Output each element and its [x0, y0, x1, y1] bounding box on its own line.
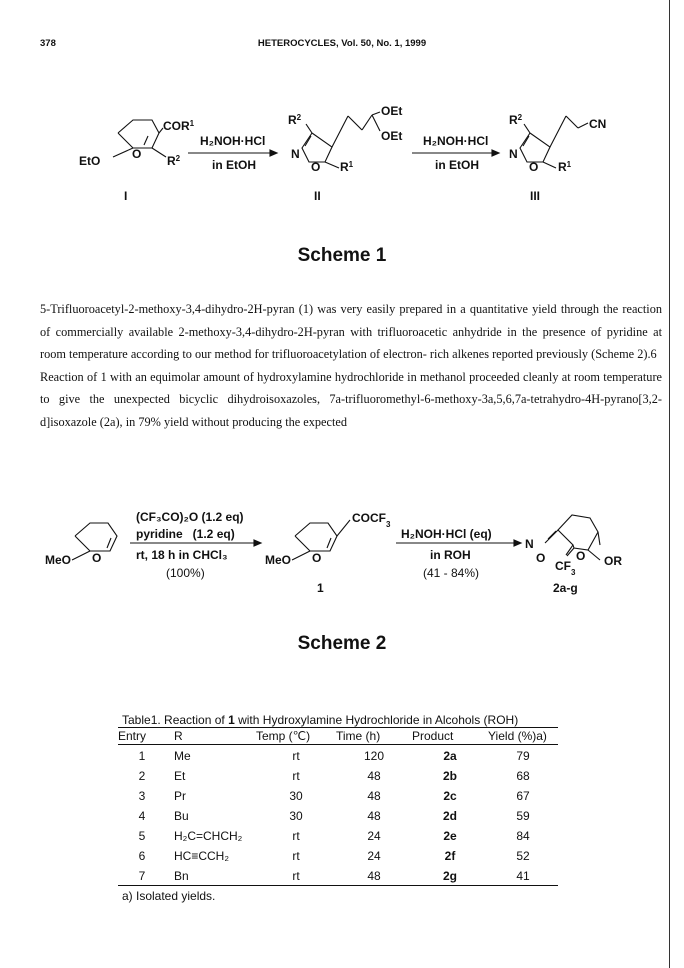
cell-r: HC≡CCH₂ [174, 848, 229, 863]
svg-text:EtO: EtO [79, 154, 101, 168]
cell-r: Et [174, 768, 186, 783]
table-row [118, 785, 558, 805]
svg-text:OEt: OEt [381, 129, 403, 143]
cell-yield: 68 [516, 768, 530, 783]
cell-r: Bn [166, 865, 256, 886]
cell-entry: 6 [138, 848, 146, 863]
svg-text:COR1: COR$^1$ [163, 118, 195, 133]
scheme2-condition-c: in ROH [430, 548, 471, 562]
cell-temp: 30 [289, 808, 303, 823]
cell-yield: 67 [516, 788, 530, 803]
svg-text:OR: OR [604, 554, 622, 568]
cell-r: Me [174, 748, 191, 763]
compound-label-2a-g: 2a-g [553, 581, 578, 595]
header-yield: Yield (%)a) [488, 728, 558, 745]
running-header: HETEROCYCLES, Vol. 50, No. 1, 1999 [257, 38, 427, 49]
cell-temp: rt [292, 768, 300, 783]
cell-yield: 52 [516, 848, 530, 863]
svg-text:OEt: OEt [381, 104, 403, 118]
table-row [118, 825, 558, 845]
cell-entry: 1 [138, 748, 146, 763]
scheme1-condition-2: in EtOH [435, 158, 479, 172]
svg-text:CN: CN [589, 117, 607, 131]
cell-product: 2e [443, 828, 457, 843]
cell-time: 48 [367, 768, 381, 783]
cell-time: 120 [363, 748, 385, 763]
scheme2-reagent-b: pyridine (1.2 eq) [136, 527, 235, 541]
cell-product: 2b [442, 768, 457, 783]
cell-entry: 2 [138, 768, 146, 783]
cell-yield: 41 [488, 865, 558, 886]
cell-time: 48 [367, 788, 381, 803]
cell-product: 2f [444, 848, 456, 863]
scheme-1-title: Scheme 1 [297, 245, 387, 266]
cell-yield: 79 [516, 748, 530, 763]
cell-product: 2d [442, 808, 457, 823]
cell-entry: 7 [118, 865, 166, 886]
header-r: R [166, 728, 256, 745]
header-time: Time (h) [336, 728, 412, 745]
results-table [118, 727, 558, 886]
compound-label-I: I [124, 189, 128, 203]
cell-r: H₂C=CHCH₂ [174, 828, 243, 843]
scheme2-yield-c: (41 - 84%) [423, 566, 480, 580]
cell-temp: rt [292, 748, 300, 763]
scheme-1-graphic [0, 85, 684, 215]
cell-r: Pr [174, 788, 186, 803]
svg-text:MeO: MeO [45, 553, 72, 567]
scheme1-condition-1: in EtOH [212, 158, 256, 172]
cell-entry: 5 [138, 828, 146, 843]
cell-yield: 84 [516, 828, 530, 843]
svg-text:R1: $R^1$ [340, 159, 354, 174]
cell-time: 48 [367, 808, 381, 823]
table-row [118, 845, 558, 865]
scheme1-reagent-2: H₂NOH·HCl [423, 134, 489, 148]
scheme-2-graphic [0, 500, 684, 610]
svg-text:O: O [132, 147, 142, 161]
table-footnote: a) Isolated yields. [122, 889, 216, 903]
paragraph-1: 5-Trifluoroacetyl-2-methoxy-3,4-dihydro-2H-pyran (1) was very easily prepared in a quantitative yield through the reaction of commercially available 2-methoxy-3,4-dihydro-2H-pyran with trifluoroacetic anhydride in the presence of pyridine at room temperature according to our method for trifluoroacetylation of electron- rich alkenes reported previously (Scheme 2).6 [40, 302, 662, 361]
cell-temp: rt [256, 865, 336, 886]
svg-text:O: O [312, 551, 322, 565]
compound-label-III: III [530, 189, 541, 203]
table-row [118, 865, 558, 886]
scheme1-reagent-1: H₂NOH·HCl [200, 134, 266, 148]
body-text [40, 298, 662, 433]
svg-text:R2: $R^2$ [509, 112, 523, 127]
table-row [118, 765, 558, 785]
cell-r: Bu [174, 808, 189, 823]
scheme2-reagent-a: (CF₃CO)₂O (1.2 eq) [136, 510, 244, 524]
cell-temp: rt [292, 828, 300, 843]
cell-temp: 30 [289, 788, 303, 803]
table-row [118, 805, 558, 825]
cell-entry: 4 [138, 808, 146, 823]
svg-text:N: N [291, 147, 300, 161]
compound-label-1: 1 [317, 581, 324, 595]
svg-text:O: O [92, 551, 102, 565]
cell-product: 2g [412, 865, 488, 886]
cell-time: 24 [367, 828, 381, 843]
table-caption: Table1. Reaction of 1 with Hydroxylamine Hydrochloride in Alcohols (ROH) [122, 713, 519, 727]
svg-text:R2: $R^2$ [288, 112, 302, 127]
paragraph-2: Reaction of 1 with an equimolar amount of hydroxylamine hydrochloride in methanol proceeded cleanly at room temperature to give the unexpected bicyclic dihydroisoxazoles, 7a-trifluoromethyl-6-methoxy-3a,5,6,7a-tetrahydro-4H-pyrano[3,2-d]isoxazole (2a), in 79% yield without producing the expected [40, 369, 662, 429]
table-row [118, 745, 558, 766]
svg-text:O: O [576, 549, 586, 563]
cell-yield: 59 [516, 808, 530, 823]
cell-product: 2c [443, 788, 457, 803]
svg-text:R1: $R^1$ [558, 159, 572, 174]
table-1 [118, 713, 568, 903]
cell-entry: 3 [138, 788, 146, 803]
scheme-2-title: Scheme 2 [297, 633, 387, 654]
svg-text:N: N [525, 537, 534, 551]
table-header-row [118, 728, 558, 745]
cell-product: 2a [443, 748, 457, 763]
scheme2-condition-a: rt, 18 h in CHCl₃ [136, 548, 228, 562]
svg-text:N: N [509, 147, 518, 161]
cell-time: 24 [367, 848, 381, 863]
svg-text:O: O [529, 160, 539, 174]
svg-text:O: O [536, 551, 546, 565]
svg-text:CF3: $CF_3$ [555, 559, 576, 577]
svg-text:R2: $R^2$ [167, 153, 181, 168]
svg-text:O: O [311, 160, 321, 174]
scheme2-reagent-c: H₂NOH·HCl (eq) [401, 527, 492, 541]
compound-label-II: II [314, 189, 321, 203]
header-product: Product [412, 728, 488, 745]
header-entry: Entry [118, 728, 166, 745]
scheme2-yield-a: (100%) [166, 566, 205, 580]
cell-temp: rt [292, 848, 300, 863]
svg-text:MeO: MeO [265, 553, 292, 567]
svg-text:COCF3: $COCF_3$ [352, 511, 391, 529]
header-temp: Temp (℃) [256, 728, 336, 745]
cell-time: 48 [336, 865, 412, 886]
page-number: 378 [40, 38, 56, 49]
